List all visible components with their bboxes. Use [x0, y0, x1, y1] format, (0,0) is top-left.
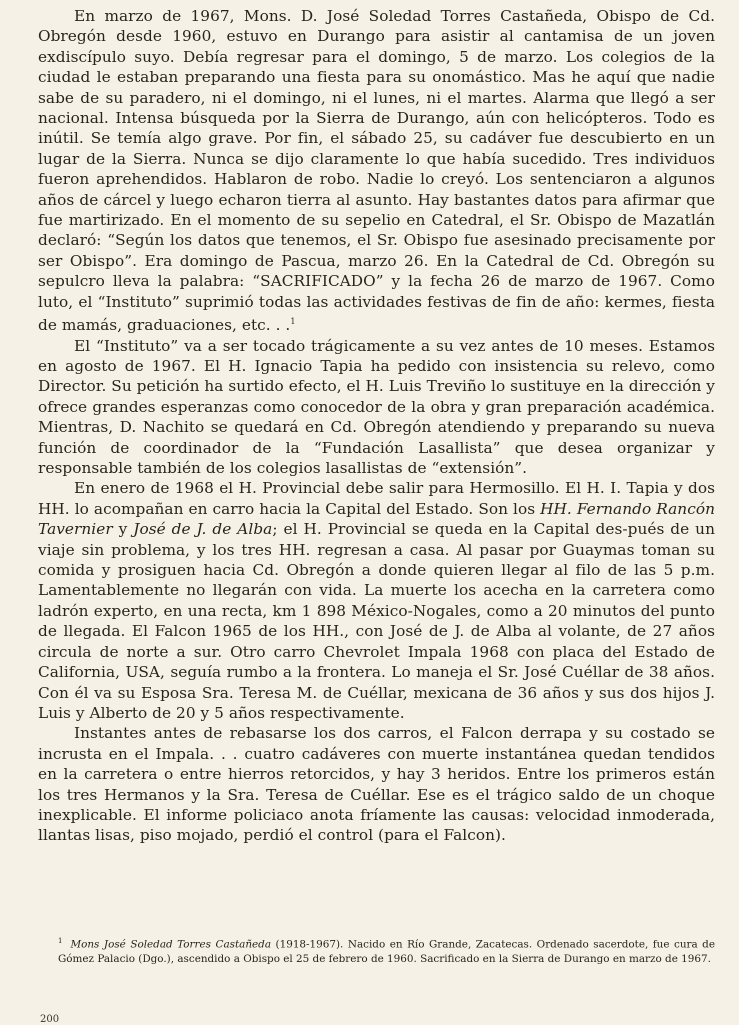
footnote-number: 1	[58, 937, 63, 945]
footnote-text: (1918-1967). Nacido en Río Grande, Zacatecas. Ordenado sacerdote, fue cura de Gómez Palacio (Dgo.), ascendido a Obispo el 25 de febrero de 1960. Sacrificado en la Sierra de Durango en marzo de 1967.	[58, 938, 715, 966]
footnote-name: Mons José Soledad Torres Castañeda	[70, 938, 272, 951]
footnote-1	[58, 934, 715, 967]
footnotes	[58, 934, 715, 967]
footnote-ref: 1	[290, 317, 296, 327]
paragraph-3	[38, 478, 715, 723]
page-number: 200	[40, 1014, 60, 1025]
brother-names-1: HH. Fernando Rancón Tavernier	[38, 499, 715, 539]
paragraph-3-c: ; el H. Provincial se queda en la Capital des-	[272, 520, 628, 539]
paragraph-3-end: pués de un viaje sin problema, y los tres HH. regresan a casa. Al pasar por Guaymas toman su comida y prosiguen hacia Cd. Obregón a donde quieren llegar al filo de las 5 p.m. Lamentablemente no llegarán con vida. La muerte los acecha en la carretera como ladrón experto, en una recta, km 1 898 México-Nogales, como a 20 minutos del punto de llegada. El Falcon 1965 de los HH., con José de J. de Alba al volante, de 27 años circula de norte a sur. Otro carro Chevrolet Impala 1968 con placa del Estado de California, USA, seguía rumbo a la frontera. Lo maneja el Sr. José Cuéllar de 38 años. Con él va su Esposa Sra. Teresa M. de Cuéllar, mexicana de 36 años y sus dos hijos J. Luis y Alberto de 20 y 5 años respectivamente.	[38, 520, 715, 722]
paragraph-3-b: y	[112, 520, 134, 539]
paragraph-4: Instantes antes de rebasarse los dos carros, el Falcon derrapa y su costado se incrusta en el Impala. . . cuatro cadáveres con muerte instantánea quedan tendidos en la carretera o entre hierros retorcidos, y hay 3 heridos. Entre los primeros están los tres Hermanos y la Sra. Teresa de Cuéllar. Ese es el trágico saldo de un choque inexplicable. El informe policiaco anota fríamente las causas: velocidad inmoderada, llantas lisas, piso mojado, perdió el control (para el Falcon).	[38, 724, 715, 845]
paragraph-1-text: En marzo de 1967, Mons. D. José Soledad Torres Castañeda, Obispo de Cd. Obregón desde 1960, estuvo en Durango para asistir al cantamisa de un joven exdiscípulo suyo. Debía regresar para el domingo, 5 de marzo. Los colegios de la ciudad le estaban preparando una fiesta para su onomástico. Mas he aquí que nadie sabe de su paradero, ni el domingo, ni el lunes, ni el martes. Alarma que llegó a ser nacional. Intensa búsqueda por la Sierra de Durango, aún con helicópteros. Todo es inútil. Se temía algo grave. Por fin, el sábado 25, su cadáver fue descubierto en un lugar de la Sierra. Nunca se dijo claramente lo que había sucedido. Tres individuos fueron aprehendidos. Hablaron de robo. Nadie lo creyó. Los sentenciaron a algunos años de cárcel y luego echaron tierra al asunto. Hay bastantes datos para afirmar que fue martirizado. En el momento de su sepelio en Catedral, el Sr. Obispo de Mazatlán declaró: “Según los datos que tenemos, el Sr. Obispo fue asesinado precisamente por ser Obispo”. Era domingo de Pascua, marzo 26. En la Catedral de Cd. Obregón su sepulcro lleva la palabra: “SACRIFICADO” y la fecha 26 de marzo de 1967. Como luto, el “Instituto” suprimió todas las actividades festivas de fin de año: kermes, fiesta de mamás, graduaciones, etc. . .	[38, 7, 715, 335]
paragraph-1	[38, 6, 715, 336]
paragraph-2: El “Instituto” va a ser tocado trágicamente a su vez antes de 10 meses. Estamos en agosto de 1967. El H. Ignacio Tapia ha pedido con insistencia su relevo, como Director. Su petición ha surtido efecto, el H. Luis Treviño lo sustituye en la dirección y ofrece grandes esperanzas como conocedor de la obra y gran preparación académica. Mientras, D. Nachito se quedará en Cd. Obregón atendiendo y preparando su nueva función de coordinador de la “Fundación Lasallista” que desea organizar y responsable también de los colegios lasallistas de “extensión”.	[38, 336, 715, 478]
brother-names-2: José de J. de Alba	[133, 520, 273, 539]
paragraph-3-a: En enero de 1968 el H. Provincial debe salir para Hermosillo. El H. I. Tapia y dos	[74, 479, 715, 498]
paragraph-3-mid: HH. lo acompañan en carro hacia la Capital del Estado. Son los	[38, 499, 536, 518]
body-text	[38, 6, 715, 846]
